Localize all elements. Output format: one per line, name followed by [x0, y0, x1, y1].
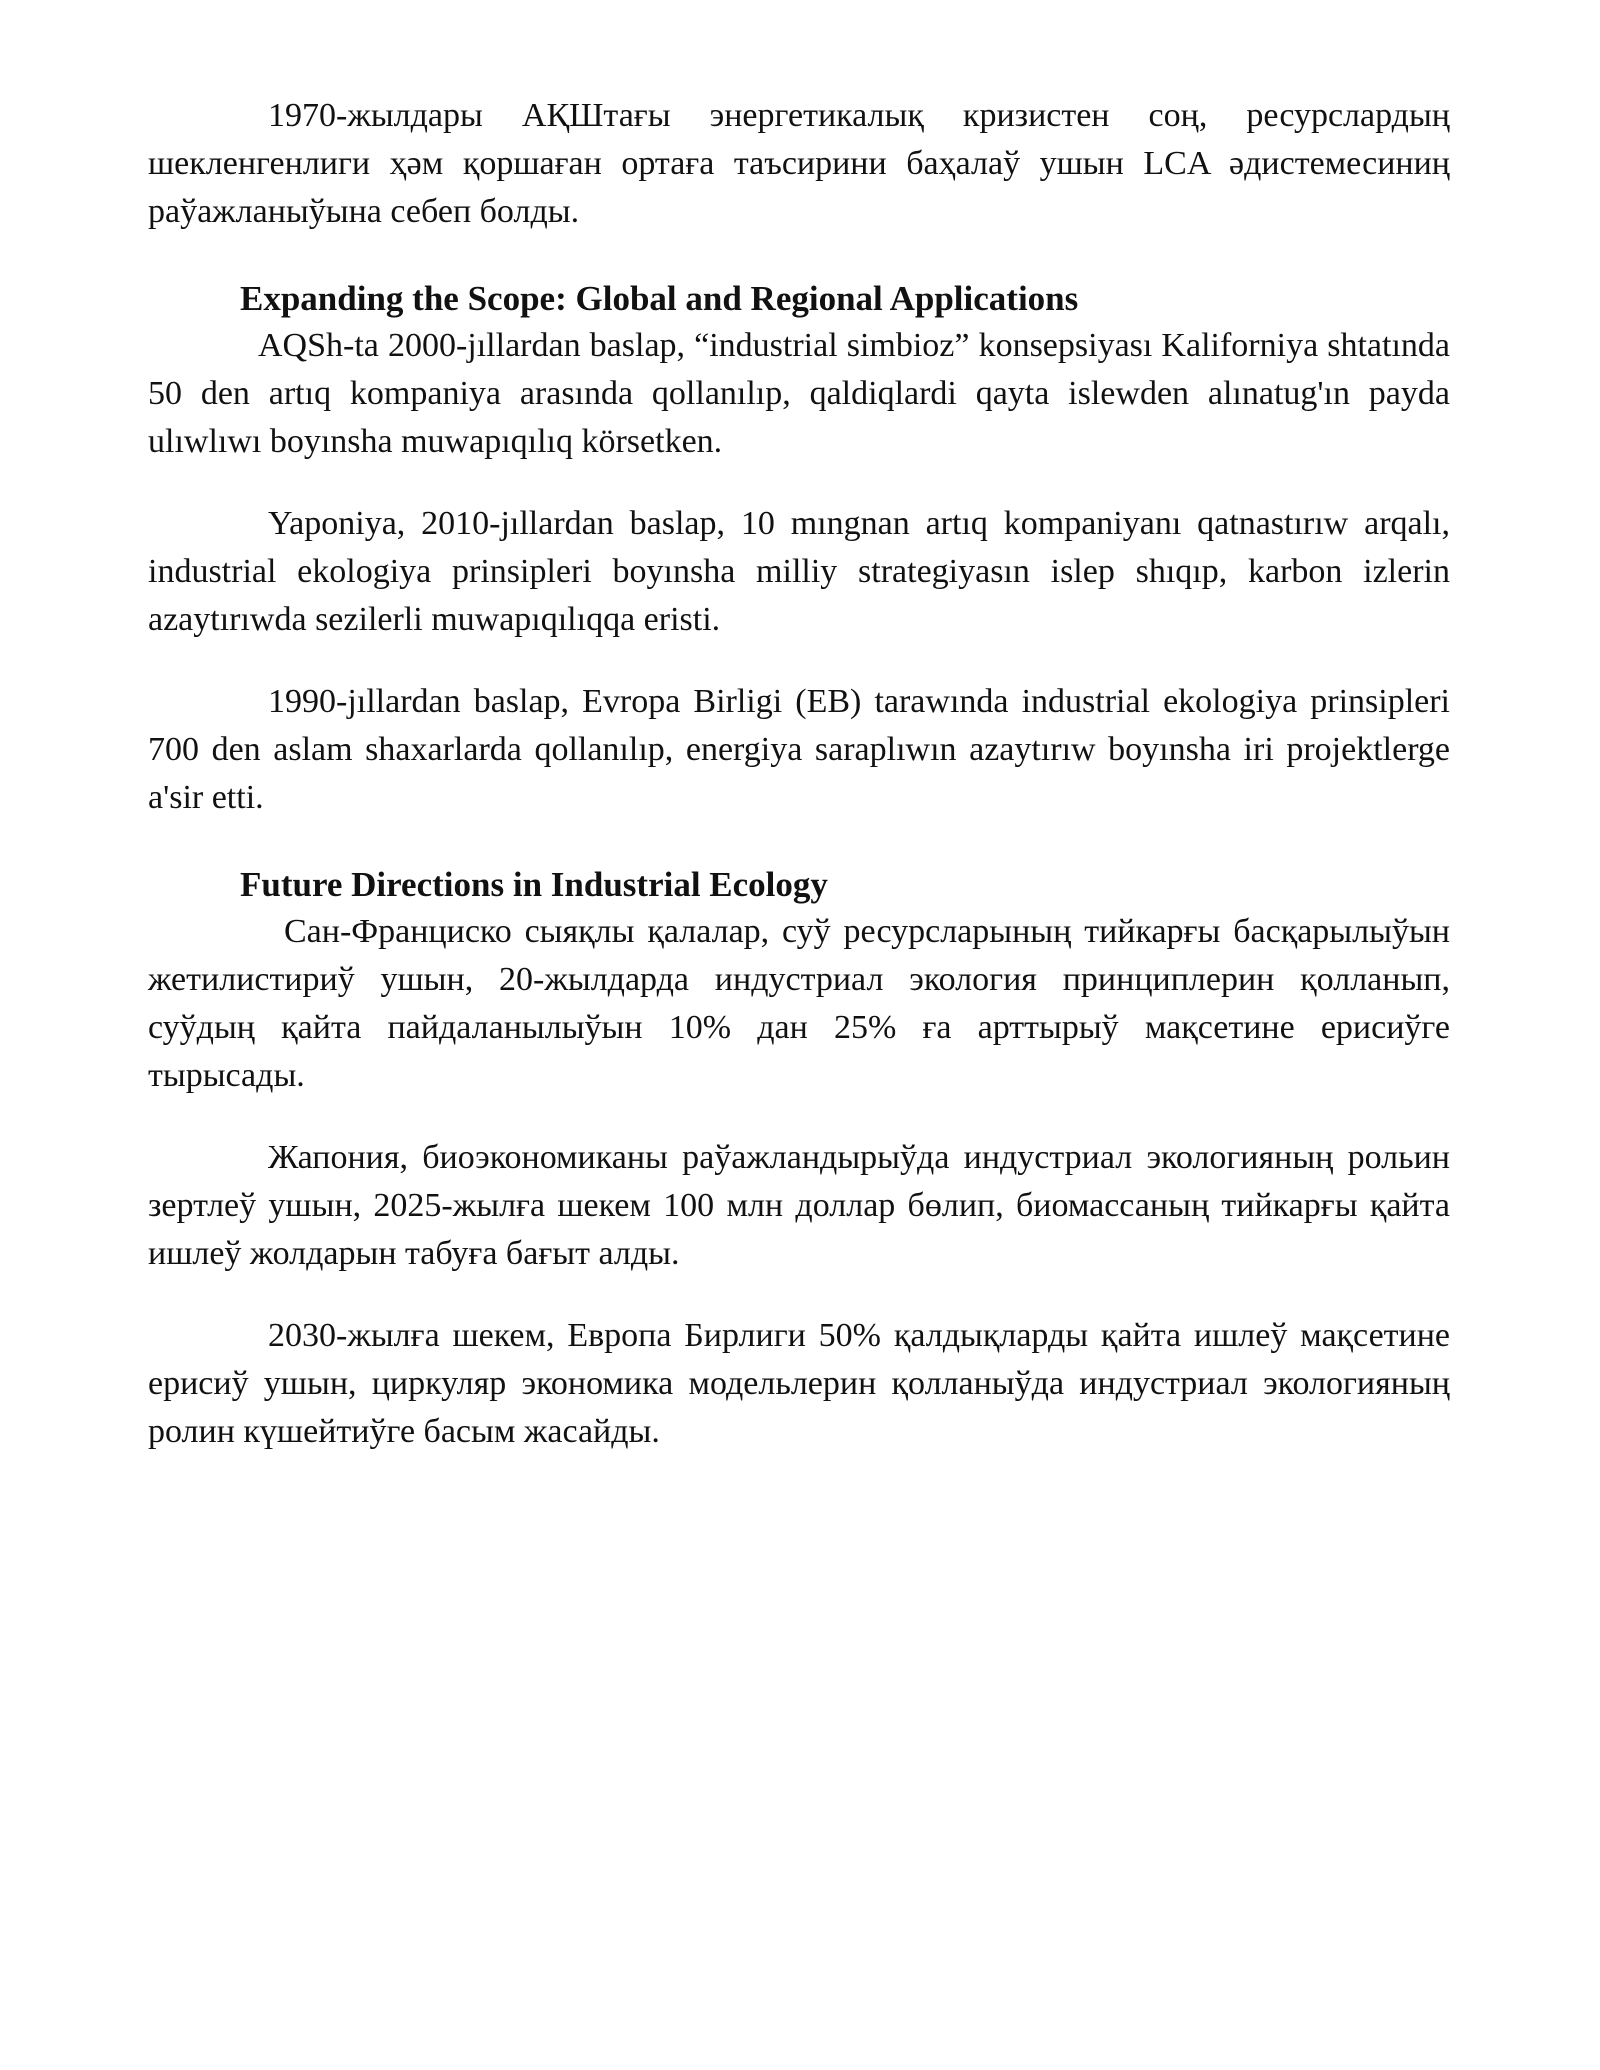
section-heading-global: Expanding the Scope: Global and Regional Applications	[240, 279, 1079, 318]
paragraph-eu: 1990-jıllardan baslap, Evropa Birligi (EB) tarawında industrial ekologiya prinsipleri 700 den aslam shaxarlarda qollanılıp, energiya saraplıwın azaytırıw boyınsha iri projektlerge a'sir etti.	[148, 683, 1450, 816]
document-body	[148, 92, 1450, 1456]
section-heading-future: Future Directions in Industrial Ecology	[240, 865, 828, 904]
intro-paragraph: 1970-жылдары АҚШтағы энергетикалық кризистен соң, ресурслардың шекленгенлиги ҳәм қоршаған ортаға таъсирини баҳалаў ушын LCA әдистемесиниң раўажланыўына себеп болды.	[148, 97, 1450, 230]
paragraph-japan: Yaponiya, 2010-jıllardan baslap, 10 mıngnan artıq kompaniyanı qatnastırıw arqalı, industrial ekologiya prinsipleri boyınsha milliy strategiyasın islep shıqıp, karbon izlerin azaytırıwda sezilerli muwapıqılıqqa eristi.	[148, 505, 1450, 638]
paragraph-eu-2030: 2030-жылға шекем, Европа Бирлиги 50% қалдықларды қайта ишлеў мақсетине ерисиў ушын, циркуляр экономика модельлерин қолланыўда индустриал экологияның ролин күшейтиўге басым жасайды.	[148, 1317, 1450, 1450]
paragraph-japan-bioeconomy: Жапония, биоэкономиканы раўажландырыўда индустриал экологияның рольин зертлеў ушын, 2025-жылға шекем 100 млн доллар бөлип, биомассаның тийкарғы қайта ишлеў жолдарын табуға бағыт алды.	[148, 1139, 1450, 1272]
paragraph-usa: AQSh-ta 2000-jıllardan baslap, “industrial simbioz” konsepsiyası Kaliforniya shtatında 50 den artıq kompaniya arasında qollanılıp, qaldiqlardi qayta islewden alınatug'ın payda ulıwlıwı boyınsha muwapıqılıq körsetken.	[148, 327, 1450, 460]
paragraph-san-francisco: Сан-Франциско сыяқлы қалалар, суў ресурсларының тийкарғы басқарылыўын жетилистириў ушын, 20-жылдарда индустриал экология принциплерин қолланып, суўдың қайта пайдаланылыўын 10% дан 25% ға арттырыў мақсетине ерисиўге тырысады.	[148, 913, 1450, 1094]
